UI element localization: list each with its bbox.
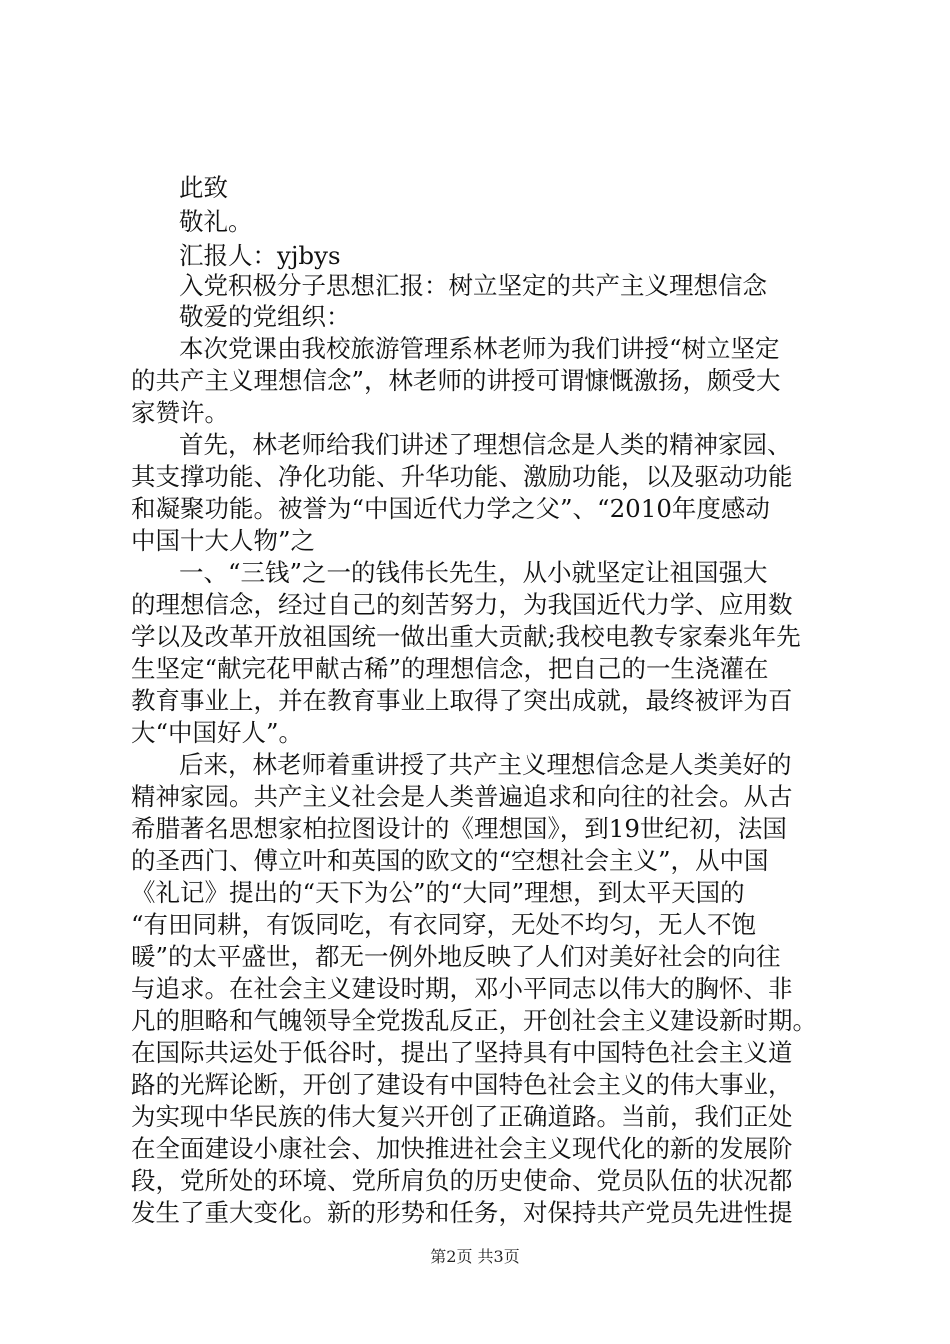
paragraph-line: 在国际共运处于低谷时，提出了坚持具有中国特色社会主义道 <box>131 1038 793 1067</box>
reporter-line: 汇报人：yjbys <box>179 241 341 270</box>
paragraph-line: 和凝聚功能。被誉为“中国近代力学之父”、“2010年度感动 <box>131 494 770 523</box>
paragraph-line: 大“中国好人”。 <box>131 718 304 747</box>
paragraph-line: 一、“三钱”之一的钱伟长先生，从小就坚定让祖国强大 <box>179 558 768 587</box>
paragraph-line: 的圣西门、傅立叶和英国的欧文的“空想社会主义”，从中国 <box>131 846 769 875</box>
paragraph-line: 其支撑功能、净化功能、升华功能、激励功能，以及驱动功能 <box>131 462 793 491</box>
paragraph-line: 凡的胆略和气魄领导全党拨乱反正，开创社会主义建设新时期。 <box>131 1006 817 1035</box>
paragraph-line: 首先，林老师给我们讲述了理想信念是人类的精神家园、 <box>179 430 792 459</box>
paragraph-line: 中国十大人物”之 <box>131 526 316 555</box>
paragraph-line: 为实现中华民族的伟大复兴开创了正确道路。当前，我们正处 <box>131 1102 793 1131</box>
paragraph-line: “有田同耕，有饭同吃，有衣同穿，无处不均匀，无人不饱 <box>131 910 757 939</box>
page-footer: 第2页 共3页 <box>430 1247 520 1266</box>
paragraph-line: 段，党所处的环境、党所肩负的历史使命、党员队伍的状况都 <box>131 1166 793 1195</box>
paragraph-line: 与追求。在社会主义建设时期，邓小平同志以伟大的胸怀、非 <box>131 974 793 1003</box>
paragraph-line: 学以及改革开放祖国统一做出重大贡献;我校电教专家秦兆年先 <box>131 622 801 651</box>
paragraph-line: 生坚定“献完花甲献古稀”的理想信念，把自己的一生浇灌在 <box>131 654 769 683</box>
salutation-line: 敬爱的党组织： <box>179 302 351 331</box>
paragraph-line: 路的光辉论断，开创了建设有中国特色社会主义的伟大事业， <box>131 1070 793 1099</box>
paragraph-line: 《礼记》提出的“天下为公”的“大同”理想，到太平天国的 <box>131 878 745 907</box>
paragraph-line: 的理想信念，经过自己的刻苦努力，为我国近代力学、应用数 <box>131 590 793 619</box>
paragraph-line: 在全面建设小康社会、加快推进社会主义现代化的新的发展阶 <box>131 1134 793 1163</box>
paragraph-line: 的共产主义理想信念”，林老师的讲授可谓慷慨激扬，颇受大 <box>131 366 781 395</box>
paragraph-line: 后来，林老师着重讲授了共产主义理想信念是人类美好的 <box>179 750 792 779</box>
paragraph-line: 希腊著名思想家柏拉图设计的《理想国》，到19世纪初，法国 <box>131 814 787 843</box>
paragraph-line: 暖”的太平盛世，都无一例外地反映了人们对美好社会的向往 <box>131 942 781 971</box>
paragraph-line: 发生了重大变化。新的形势和任务，对保持共产党员先进性提 <box>131 1198 793 1227</box>
paragraph-line: 本次党课由我校旅游管理系林老师为我们讲授“树立坚定 <box>179 334 780 363</box>
closing-salutation-line: 此致 <box>179 173 228 202</box>
paragraph-line: 教育事业上，并在教育事业上取得了突出成就，最终被评为百 <box>131 686 793 715</box>
report-title: 入党积极分子思想汇报：树立坚定的共产主义理想信念 <box>179 271 767 300</box>
paragraph-line: 家赞许。 <box>131 398 229 427</box>
paragraph-line: 精神家园。共产主义社会是人类普遍追求和向往的社会。从古 <box>131 782 793 811</box>
closing-regards-line: 敬礼。 <box>179 207 253 236</box>
